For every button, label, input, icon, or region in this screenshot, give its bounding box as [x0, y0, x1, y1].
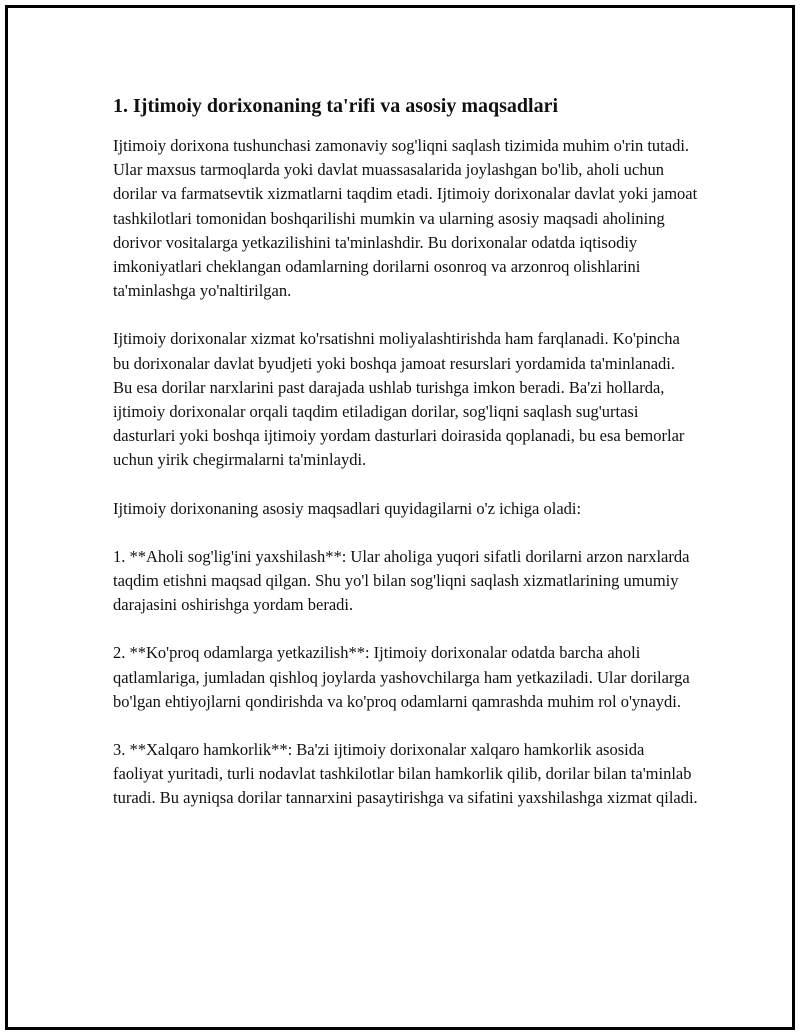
- section-heading: 1. Ijtimoiy dorixonaning ta'rifi va asosiy maqsadlari: [113, 95, 559, 117]
- document-body: [113, 92, 698, 835]
- list-item-goal-1: 1. **Aholi sog'lig'ini yaxshilash**: Ular aholiga yuqori sifatli dorilarni arzon narxlarda taqdim etishni maqsad qilgan. Shu yo'l bilan sog'liqni saqlash xizmatlarining umumiy darajasini oshirishga yordam beradi.: [113, 546, 690, 615]
- paragraph-intro: Ijtimoiy dorixona tushunchasi zamonaviy sog'liqni saqlash tizimida muhim o'rin tutadi. Ular maxsus tarmoqlarda yoki davlat muassasalarida joylashgan bo'lib, aholi uchun dorilar va farmatsevtik xizmatlarni taqdim etadi. Ijtimoiy dorixonalar davlat yoki jamoat tashkilotlari tomonidan boshqarilishi mumkin va ularning asosiy maqsadi aholining dorivor vositalarga yetkazilishini ta'minlashdir. Bu dorixonalar odatda iqtisodiy imkoniyatlari cheklangan odamlarning dorilarni osonroq va arzonroq olishlarini ta'minlashga yo'naltirilgan.: [113, 136, 698, 301]
- list-item-goal-2: 2. **Ko'proq odamlarga yetkazilish**: Ijtimoiy dorixonalar odatda barcha aholi qatlamlariga, jumladan qishloq joylarda yashovchilarga ham yetkaziladi. Ular dorilarga bo'lgan ehtiyojlarni qondirishda va ko'proq odamlarni qamrashda muhim rol o'ynaydi.: [113, 643, 690, 711]
- paragraph-funding: Ijtimoiy dorixonalar xizmat ko'rsatishni moliyalashtirishda ham farqlanadi. Ko'pincha bu dorixonalar davlat byudjeti yoki boshqa jamoat resurslari yordamida ta'minlanadi. Bu esa dorilar narxlarini past darajada ushlab turishga imkon beradi. Ba'zi hollarda, ijtimoiy dorixonalar orqali taqdim etiladigan dorilar, sog'liqni saqlash sug'urtasi dasturlari yoki boshqa ijtimoiy yordam dasturlari doirasida qoplanadi, bu esa bemorlar uchun yirik chegirmalarni ta'minlaydi.: [113, 329, 685, 470]
- list-item-goal-3: 3. **Xalqaro hamkorlik**: Ba'zi ijtimoiy dorixonalar xalqaro hamkorlik asosida faoliyat yuritadi, turli nodavlat tashkilotlar bilan hamkorlik qilib, dorilar bilan ta'minlab turadi. Bu ayniqsa dorilar tannarxini pasaytirishga va sifatini yaxshilashga xizmat qiladi.: [113, 740, 698, 808]
- paragraph-goals-lead: Ijtimoiy dorixonaning asosiy maqsadlari quyidagilarni o'z ichiga oladi:: [113, 498, 582, 518]
